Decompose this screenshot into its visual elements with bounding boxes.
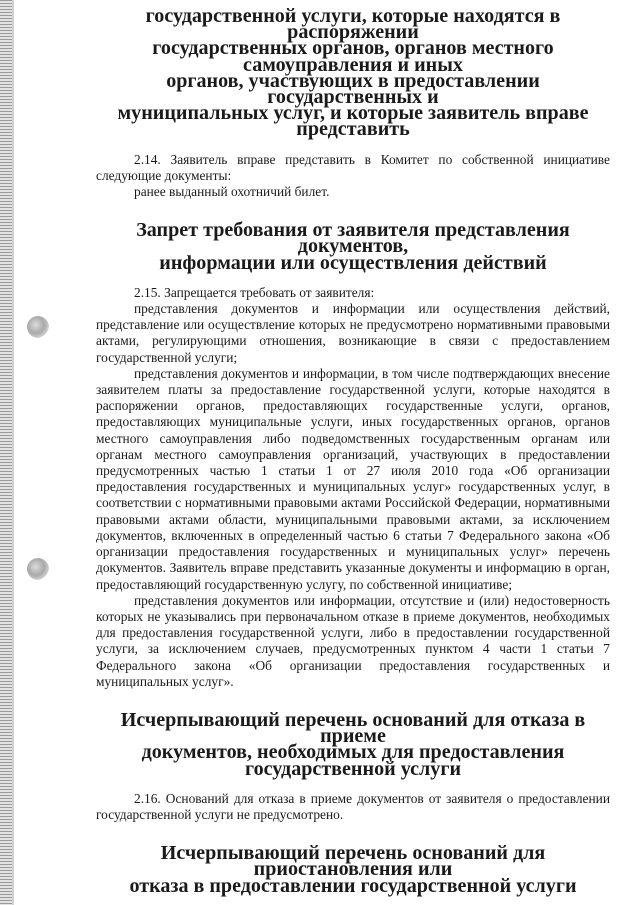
paragraph-2-15-b: представления документов и информации, в том числе подтверждающих внесение заявителем платы за предоставление государственной услуги, которые находятся в распоряжении органов, предоставляющих государственные услуги, органов, предоставляющих муниципальные услуги, иных государственных органов, органов местного самоуправления либо подведомственных государственным органам или органам местного самоуправления организаций, участвующих в предоставлении предусмотренных частью 1 статьи 1 от 27 июля 2010 года «Об организации предоставления государственных и муниципальных услуг» государственных услуг, в соответствии с нормативными правовыми актами Российской Федерации, нормативными правовыми актами области, муниципальными правовыми актами, за исключением документов, включенных в определенный частью 6 статьи 7 Федерального закона «Об организации предоставления государственных и муниципальных услуг» перечень документов. Заявитель вправе представить указанные документы и информацию в орган, предоставляющий государственную услугу, по собственной инициативе; <box>96 365 610 592</box>
document-page <box>96 5 610 897</box>
section-heading-available-documents <box>96 5 610 141</box>
punch-hole <box>27 558 49 580</box>
paragraph-2-15-c: представления документов или информации, отсутствие и (или) недостоверность которых не указывались при первоначальном отказе в приеме документов, необходимых для предоставления государственной услуги, либо в предоставлении государственной услуги, за исключением случаев, предусмотренных пунктом 4 части 1 статьи 7 Федерального закона «Об организации предоставления государственных и муниципальных услуг». <box>96 592 610 689</box>
section-heading-suspension <box>96 842 610 897</box>
heading-line: органов, участвующих в предоставлении государственных и <box>166 69 540 109</box>
paragraph-2-15: 2.15. Запрещается требовать от заявителя: <box>134 284 375 300</box>
paragraph-2-15-a: представления документов и информации или осуществления действий, представление или осуществление которых не предусмотрено нормативными правовыми актами, регулирующими отношения, возникающие в связи с предоставлением государственной услуги; <box>96 301 610 365</box>
section-heading-prohibition <box>96 219 610 274</box>
heading-line: государственной услуги, которые находятся в распоряжении <box>145 5 561 44</box>
paragraph-2-14-item: ранее выданный охотничий билет. <box>134 184 330 200</box>
section-heading-refusal-reception <box>96 708 610 780</box>
heading-line: документов, необходимых для предоставления государственной услуги <box>141 741 565 780</box>
heading-line: Исчерпывающий перечень оснований для приостановления или <box>160 842 546 881</box>
punch-hole <box>27 316 49 338</box>
heading-line: информации или осуществления действий <box>159 251 547 274</box>
scan-binding-edge <box>0 0 12 905</box>
heading-line: Запрет требования от заявителя представления документов, <box>136 219 570 258</box>
heading-line: Исчерпывающий перечень оснований для отказа в приеме <box>120 708 586 748</box>
heading-line: муниципальных услуг, и которые заявитель вправе представить <box>117 102 589 141</box>
heading-line: государственных органов, органов местного самоуправления и иных <box>152 37 554 76</box>
paragraph-2-14: 2.14. Заявитель вправе представить в Комитет по собственной инициативе следующие документы: <box>96 151 610 183</box>
heading-line: отказа в предоставлении государственной услуги <box>129 874 577 897</box>
paragraph-2-16: 2.16. Оснований для отказа в приеме документов от заявителя о предоставлении государственной услуги не предусмотрено. <box>96 790 610 822</box>
